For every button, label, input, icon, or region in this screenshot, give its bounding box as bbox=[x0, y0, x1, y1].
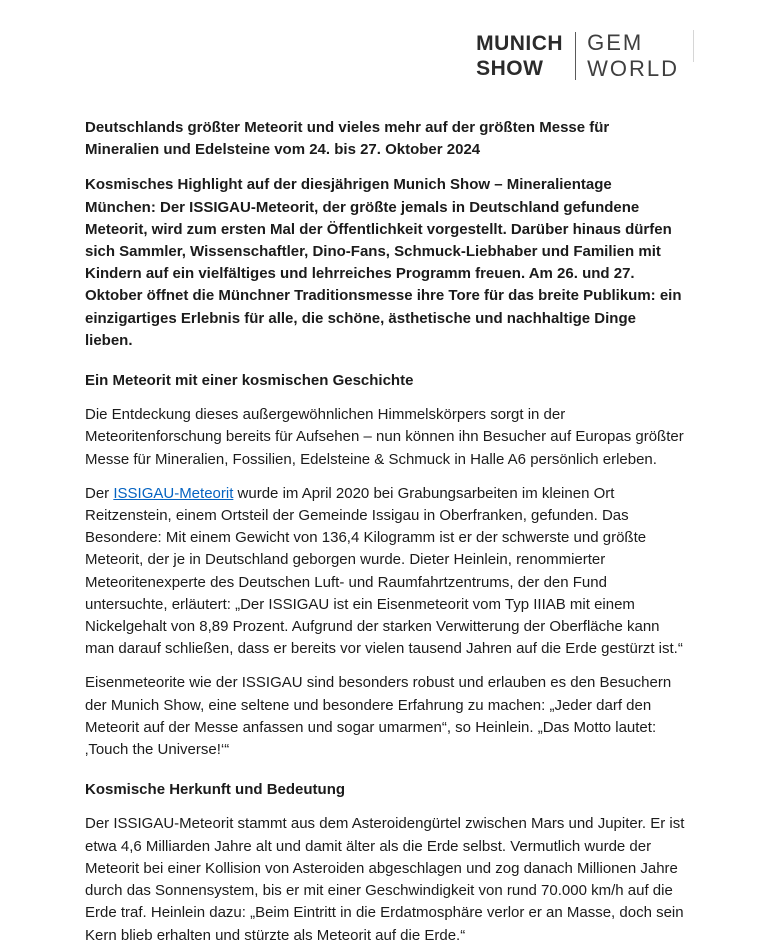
munich-show-gem-world-logo bbox=[476, 30, 694, 82]
logo-divider bbox=[575, 32, 576, 80]
paragraph-fund-prefix: Der bbox=[85, 484, 114, 502]
logo-sub-line-2: WORLD bbox=[587, 56, 679, 81]
section-heading-kosmische-herkunft: Kosmische Herkunft und Bedeutung bbox=[85, 781, 346, 799]
lead-paragraph: Kosmisches Highlight auf der diesjährigen Munich Show – Mineralientage München: Der ISSIGAU-Meteorit, der größte jemals in Deutschland gefundene Meteorit, wird zum ersten Mal der Öffentlichkeit vorgestellt. Darüber hinaus dürfen sich Sammler, Wissenschaftler, Dino-Fans, Schmuck-Liebhaber und Familien mit Kindern auf ein vielfältiges und lehrreiches Programm freuen. Am 26. und 27. Oktober öffnet die Münchner Traditionsmesse ihre Tore für das breite Publikum: ein einzigartiges Erlebnis für alle, die schöne, ästhetische und nachhaltige Dinge lieben. bbox=[85, 176, 682, 349]
logo-brand-line-2: SHOW bbox=[476, 57, 544, 80]
logo-munich-show bbox=[476, 30, 563, 82]
paragraph-fund-rest: wurde im April 2020 bei Grabungsarbeiten im kleinen Ort Reitzenstein, einem Ortsteil der Gemeinde Issigau in Oberfranken, gefunden. Das Besondere: Mit einem Gewicht von 136,4 Kilogramm ist er der schwerste und größte Meteorit, der je in Deutschland geborgen wurde. Dieter Heinlein, renommierter Meteoritenexperte des Deutschen Luft- und Raumfahrtzentrums, der den Fund untersuchte, erläutert: „Der ISSIGAU ist ein Eisenmeteorit vom Typ IIIAB mit einem Nickelgehalt von 8,89 Prozent. Aufgrund der starken Verwitterung der Oberfläche kann man darauf schließen, dass er bereits vor vielen tausend Jahren auf die Erde gestürzt ist.“ bbox=[85, 484, 683, 658]
press-release-body bbox=[0, 82, 766, 947]
section-heading-meteorit-geschichte: Ein Meteorit mit einer kosmischen Geschichte bbox=[85, 372, 414, 390]
paragraph-fund bbox=[85, 483, 686, 661]
logo-gem-world bbox=[587, 30, 679, 82]
logo-edge-line bbox=[693, 30, 694, 62]
header bbox=[0, 0, 766, 82]
paragraph-herkunft: Der ISSIGAU-Meteorit stammt aus dem Asteroidengürtel zwischen Mars und Jupiter. Er ist etwa 4,6 Milliarden Jahre alt und damit älter als die Erde selbst. Vermutlich wurde der Meteorit bei einer Kollision von Asteroiden abgeschlagen und zog danach Millionen Jahre durch das Sonnensystem, bis er mit einer Geschwindigkeit von rund 70.000 km/h auf die Erde traf. Heinlein dazu: „Beim Eintritt in die Erdatmosphäre verlor er an Masse, doch sein Kern blieb erhalten und stürzte als Meteorit auf die Erde.“ bbox=[85, 815, 685, 944]
headline: Deutschlands größter Meteorit und vieles mehr auf der größten Messe für Mineralien und Edelsteine vom 24. bis 27. Oktober 2024 bbox=[85, 119, 610, 159]
issigau-meteorit-link[interactable]: ISSIGAU-Meteorit bbox=[113, 484, 234, 502]
logo-brand-line-1: MUNICH bbox=[476, 32, 564, 55]
paragraph-entdeckung: Die Entdeckung dieses außergewöhnlichen Himmelskörpers sorgt in der Meteoritenforschung bereits für Aufsehen – nun können ihn Besucher auf Europas größter Messe für Mineralien, Fossilien, Edelsteine & Schmuck in Halle A6 persönlich erleben. bbox=[85, 406, 684, 468]
paragraph-eisenmeteorite: Eisenmeteorite wie der ISSIGAU sind besonders robust und erlauben es den Besuchern der Munich Show, eine seltene und besondere Erfahrung zu machen: „Jeder darf den Meteorit auf der Messe anfassen und sogar umarmen“, so Heinlein. „Das Motto lautet: ‚Touch the Universe!‘“ bbox=[85, 674, 672, 759]
logo-sub-line-1: GEM bbox=[587, 30, 644, 55]
